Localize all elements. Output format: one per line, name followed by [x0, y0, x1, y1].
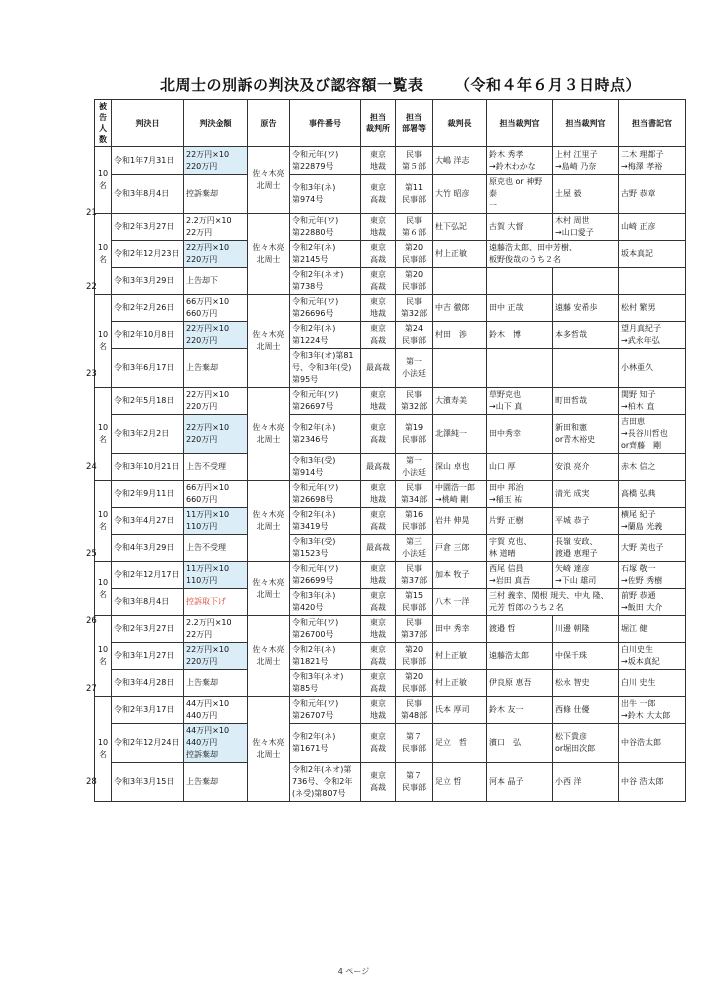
- case-number: 令和2年(ネオ)第 736号、令和2年 (ネ受)第807号: [290, 763, 361, 802]
- defendant-count: 10 名: [95, 616, 112, 697]
- case-number: 令和2年(ネ) 第1821号: [290, 643, 361, 670]
- department: 第７ 民事部: [396, 724, 433, 763]
- associate-judge-1: 河本 晶子: [487, 763, 553, 802]
- case-number: 令和3年(オ)第81 号、令和3年(受) 第95号: [290, 349, 361, 388]
- associate-judge-2: 長嶺 安政、 渡邉 恵理子: [553, 535, 619, 562]
- judgment-date: 令和2年12月24日: [112, 724, 184, 763]
- case-number: 令和元年(ワ) 第22880号: [290, 214, 361, 241]
- group-number: 27: [86, 683, 97, 694]
- header-dept: 担当 部署等: [396, 100, 433, 147]
- table-header-row: [95, 100, 686, 147]
- plaintiff: 佐々木亮 北周士: [248, 214, 290, 295]
- associate-judge-2: 松下貴彦 or堀田次郎: [553, 724, 619, 763]
- associate-judge-1: 遠藤浩太郎: [487, 643, 553, 670]
- department: 民事 第37部: [396, 616, 433, 643]
- court-clerk: [619, 268, 686, 295]
- associate-judge-2: 川邊 朝隆: [553, 616, 619, 643]
- court: 東京 地裁: [361, 562, 396, 589]
- case-number: 令和3年(ネ) 第974号: [290, 175, 361, 214]
- court-clerk: 中谷 浩太郎: [619, 763, 686, 802]
- associate-judge-1: 田中 邦治 →稲玉 祐: [487, 481, 553, 508]
- associate-judge-1: 田中秀幸: [487, 415, 553, 454]
- judgment-amount: 上告不受理: [184, 535, 248, 562]
- court: 最高裁: [361, 349, 396, 388]
- plaintiff: 佐々木亮 北周士: [248, 481, 290, 562]
- associate-judge-1: 片野 正樹: [487, 508, 553, 535]
- judgment-date: 令和2年5月18日: [112, 388, 184, 415]
- associate-judge-1: 原克也 or 神野 泰 一: [487, 175, 553, 214]
- case-number: 令和元年(ワ) 第26700号: [290, 616, 361, 643]
- department: 第20 民事部: [396, 643, 433, 670]
- judgment-date: 令和3年4月27日: [112, 508, 184, 535]
- court: 最高裁: [361, 454, 396, 481]
- page-footer: 4 ページ: [337, 967, 370, 976]
- case-number: 令和元年(ワ) 第26699号: [290, 562, 361, 589]
- court-clerk: 吉田恵 →長谷川哲也 or齊藤 剛: [619, 415, 686, 454]
- table-row: [95, 295, 686, 322]
- presiding-judge: 大竹 昭彦: [433, 175, 487, 214]
- associate-judge-2: 清光 成実: [553, 481, 619, 508]
- associate-judges: 遠藤浩太郎、田中芳樹、 板野俊哉のうち２名: [487, 241, 619, 268]
- judgment-amount: 22万円×10 220万円: [184, 241, 248, 268]
- court: 東京 高裁: [361, 724, 396, 763]
- associate-judge-1: 草野克也 →山下 真: [487, 388, 553, 415]
- department: 第19 民事部: [396, 415, 433, 454]
- court: 東京 高裁: [361, 268, 396, 295]
- plaintiff: 佐々木亮 北周士: [248, 697, 290, 802]
- table-row: [95, 147, 686, 175]
- header-judge-2: 担当裁判官: [553, 100, 619, 147]
- court-clerk: 白川 史生: [619, 670, 686, 697]
- department: 第20 民事部: [396, 268, 433, 295]
- judgment-date: 令和1年7月31日: [112, 147, 184, 175]
- table-row: [95, 763, 686, 802]
- associate-judge-1: 鈴木 博: [487, 322, 553, 349]
- presiding-judge: 村上正敏: [433, 670, 487, 697]
- judgment-amount: 上告却下: [184, 268, 248, 295]
- court-clerk: 堀江 健: [619, 616, 686, 643]
- department: 第20 民事部: [396, 670, 433, 697]
- court-clerk: 古野 恭章: [619, 175, 686, 214]
- court-clerk: 前野 恭通 →飯田 大介: [619, 589, 686, 616]
- associate-judge-2: 木村 周世 →山口愛子: [553, 214, 619, 241]
- associate-judge-2: 上村 江里子 →島崎 乃奈: [553, 147, 619, 175]
- presiding-judge: 杜下弘記: [433, 214, 487, 241]
- judgment-date: 令和3年6月17日: [112, 349, 184, 388]
- defendant-count: 10 名: [95, 214, 112, 295]
- department: 第15 民事部: [396, 589, 433, 616]
- judgment-amount: 上告棄却: [184, 763, 248, 802]
- judgment-amount: 66万円×10 660万円: [184, 481, 248, 508]
- header-amount: 判決金額: [184, 100, 248, 147]
- court: 東京 地裁: [361, 388, 396, 415]
- judgment-date: 令和2年12月17日: [112, 562, 184, 589]
- group-number: 26: [86, 616, 97, 626]
- judgment-amount: 控訴取下げ: [184, 589, 248, 616]
- presiding-judge: 八木 一洋: [433, 589, 487, 616]
- header-date: 判決日: [112, 100, 184, 147]
- table-row: [95, 322, 686, 349]
- judgment-amount: 2.2万円×10 22万円: [184, 616, 248, 643]
- court: 東京 地裁: [361, 214, 396, 241]
- judgment-amount: 22万円×10 220万円: [184, 147, 248, 175]
- presiding-judge: 北澤純一: [433, 415, 487, 454]
- header-judge-1: 担当裁判官: [487, 100, 553, 147]
- case-number: 令和3年(受) 第914号: [290, 454, 361, 481]
- as-of-date: （令和４年６月３日時点）: [455, 76, 642, 94]
- associate-judge-2: 安浪 亮介: [553, 454, 619, 481]
- presiding-judge: 大嶋 洋志: [433, 147, 487, 175]
- judgment-date: 令和2年3月17日: [112, 697, 184, 724]
- defendant-count: 10 名: [95, 481, 112, 562]
- associate-judge-1: 古賀 大督: [487, 214, 553, 241]
- case-number: 令和2年(ネ) 第1671号: [290, 724, 361, 763]
- department: 民事 第32部: [396, 295, 433, 322]
- table-row: [95, 175, 686, 214]
- judgment-table: [94, 99, 686, 802]
- presiding-judge: 中園浩一郎 →桃崎 剛: [433, 481, 487, 508]
- plaintiff: 佐々木亮 北周士: [248, 388, 290, 481]
- department: 第11 民事部: [396, 175, 433, 214]
- page-title: 北周士の別訴の判決及び認容額一覧表: [160, 76, 424, 94]
- judgment-amount: 上告不受理: [184, 454, 248, 481]
- court: 東京 地裁: [361, 295, 396, 322]
- court-clerk: 小林亜久: [619, 349, 686, 388]
- defendant-count: 10 名: [95, 697, 112, 802]
- court: 東京 高裁: [361, 175, 396, 214]
- judgment-date: 令和3年8月4日: [112, 175, 184, 214]
- associate-judge-2: 小西 洋: [553, 763, 619, 802]
- judgment-amount: 22万円×10 220万円: [184, 322, 248, 349]
- judgment-date: 令和3年1月27日: [112, 643, 184, 670]
- judgment-date: 令和2年3月27日: [112, 214, 184, 241]
- associate-judge-1: 西尾 信員 →岩田 真吾: [487, 562, 553, 589]
- associate-judge-1: 鈴木 秀孝 →鈴木わかな: [487, 147, 553, 175]
- presiding-judge: 氏本 厚司: [433, 697, 487, 724]
- case-number: 令和2年(ネ) 第3419号: [290, 508, 361, 535]
- plaintiff: 佐々木亮 北周士: [248, 616, 290, 697]
- plaintiff: 佐々木亮 北周士: [248, 295, 290, 388]
- case-number: 令和2年(ネ) 第1224号: [290, 322, 361, 349]
- court: 東京 高裁: [361, 241, 396, 268]
- associate-judge-2: [553, 349, 619, 388]
- table-row: [95, 643, 686, 670]
- group-number: 28: [86, 776, 97, 787]
- court-clerk: 中谷浩太郎: [619, 724, 686, 763]
- table-row: [95, 415, 686, 454]
- court: 東京 地裁: [361, 481, 396, 508]
- presiding-judge: 村上正敏: [433, 241, 487, 268]
- presiding-judge: 加本 牧子: [433, 562, 487, 589]
- court: 東京 高裁: [361, 589, 396, 616]
- court-clerk: 山崎 正彦: [619, 214, 686, 241]
- case-number: 令和3年(ネオ) 第85号: [290, 670, 361, 697]
- table-row: [95, 589, 686, 616]
- court-clerk: 坂本真記: [619, 241, 686, 268]
- court: 東京 高裁: [361, 322, 396, 349]
- group-number: 21: [86, 207, 97, 218]
- table-row: [95, 508, 686, 535]
- associate-judge-2: 本多哲哉: [553, 322, 619, 349]
- judgment-date: 令和3年10月21日: [112, 454, 184, 481]
- department: 民事 第34部: [396, 481, 433, 508]
- defendant-count: 10 名: [95, 147, 112, 214]
- header-clerk: 担当書記官: [619, 100, 686, 147]
- table-row: [95, 241, 686, 268]
- judgment-amount: 22万円×10 220万円: [184, 388, 248, 415]
- court-clerk: 二木 理都子 →梅澤 孝裕: [619, 147, 686, 175]
- court-clerk: 関野 知子 →柏木 直: [619, 388, 686, 415]
- presiding-judge: 足立 哲: [433, 724, 487, 763]
- judgment-amount: 22万円×10 220万円: [184, 643, 248, 670]
- plaintiff: 佐々木亮 北周士: [248, 562, 290, 616]
- group-number: 22: [86, 281, 97, 292]
- associate-judge-2: 町田哲哉: [553, 388, 619, 415]
- header-court: 担当 裁判所: [361, 100, 396, 147]
- table-row: [95, 724, 686, 763]
- department: 民事 第37部: [396, 562, 433, 589]
- court-clerk: 白川史生 →坂本真紀: [619, 643, 686, 670]
- court: 最高裁: [361, 535, 396, 562]
- title-row: [0, 74, 707, 96]
- associate-judge-2: 矢崎 達彦 →下山 雄司: [553, 562, 619, 589]
- case-number: 令和3年(ネ) 第420号: [290, 589, 361, 616]
- judgment-amount: 44万円×10 440万円 控訴棄却: [184, 724, 248, 763]
- associate-judge-1: [487, 349, 553, 388]
- judgment-date: 令和3年8月4日: [112, 589, 184, 616]
- judgment-amount: 44万円×10 440万円: [184, 697, 248, 724]
- judgment-date: 令和3年4月28日: [112, 670, 184, 697]
- court-clerk: 横尾 紀子 →蘭島 光義: [619, 508, 686, 535]
- table-row: [95, 535, 686, 562]
- group-number: 25: [86, 548, 97, 559]
- judgment-amount: 11万円×10 110万円: [184, 508, 248, 535]
- case-number: 令和元年(ワ) 第26696号: [290, 295, 361, 322]
- defendant-count: 10 名: [95, 388, 112, 481]
- department: 第一 小法廷: [396, 349, 433, 388]
- court-clerk: 大野 美也子: [619, 535, 686, 562]
- judgment-amount: 控訴棄却: [184, 175, 248, 214]
- court: 東京 高裁: [361, 508, 396, 535]
- department: 民事 第６部: [396, 214, 433, 241]
- department: 民事 第48部: [396, 697, 433, 724]
- associate-judge-2: 西條 仕優: [553, 697, 619, 724]
- case-number: 令和元年(ワ) 第26697号: [290, 388, 361, 415]
- table-row: [95, 670, 686, 697]
- judgment-date: 令和3年2月2日: [112, 415, 184, 454]
- associate-judges: 三村 義幸、関根 規夫、中丸 隆、 元芳 哲郎のうち２名: [487, 589, 619, 616]
- table-row: [95, 481, 686, 508]
- judgment-amount: 2.2万円×10 22万円: [184, 214, 248, 241]
- associate-judge-1: 渡邉 哲: [487, 616, 553, 643]
- presiding-judge: [433, 268, 487, 295]
- table-row: [95, 214, 686, 241]
- presiding-judge: 田中 秀幸: [433, 616, 487, 643]
- header-count: 被告 人数: [95, 100, 112, 147]
- associate-judge-2: [553, 268, 619, 295]
- table-row: [95, 349, 686, 388]
- table-row: [95, 562, 686, 589]
- department: 第16 民事部: [396, 508, 433, 535]
- group-number: 24: [86, 461, 97, 472]
- case-number: 令和元年(ワ) 第22879号: [290, 147, 361, 175]
- associate-judge-2: 松永 智史: [553, 670, 619, 697]
- presiding-judge: 戸倉 三郎: [433, 535, 487, 562]
- presiding-judge: 村上正敏: [433, 643, 487, 670]
- presiding-judge: 村田 渉: [433, 322, 487, 349]
- case-number: 令和2年(ネ) 第2346号: [290, 415, 361, 454]
- plaintiff: 佐々木亮 北周士: [248, 147, 290, 214]
- table-body: [95, 147, 686, 802]
- judgment-date: 令和2年3月27日: [112, 616, 184, 643]
- department: 第20 民事部: [396, 241, 433, 268]
- judgment-amount: 上告棄却: [184, 349, 248, 388]
- court-clerk: 望月真紀子 →武永年弘: [619, 322, 686, 349]
- judgment-date: 令和3年3月29日: [112, 268, 184, 295]
- judgment-date: 令和2年2月26日: [112, 295, 184, 322]
- court-clerk: 石塚 敬一 →佐野 秀樹: [619, 562, 686, 589]
- header-presiding: 裁判長: [433, 100, 487, 147]
- associate-judge-1: 山口 厚: [487, 454, 553, 481]
- table-row: [95, 616, 686, 643]
- case-number: 令和2年(ネ) 第2145号: [290, 241, 361, 268]
- defendant-count: 10 名: [95, 562, 112, 616]
- associate-judge-2: 平城 恭子: [553, 508, 619, 535]
- presiding-judge: 中吉 徹郎: [433, 295, 487, 322]
- defendant-count: 10 名: [95, 295, 112, 388]
- associate-judge-1: 伊良原 恵吾: [487, 670, 553, 697]
- department: 第一 小法廷: [396, 454, 433, 481]
- associate-judge-2: 土屋 毅: [553, 175, 619, 214]
- department: 第７ 民事部: [396, 763, 433, 802]
- case-number: 令和3年(受) 第1523号: [290, 535, 361, 562]
- associate-judge-1: 田中 正哉: [487, 295, 553, 322]
- judgment-amount: 22万円×10 220万円: [184, 415, 248, 454]
- case-number: 令和元年(ワ) 第26698号: [290, 481, 361, 508]
- presiding-judge: 深山 卓也: [433, 454, 487, 481]
- court: 東京 高裁: [361, 670, 396, 697]
- judgment-date: 令和2年9月11日: [112, 481, 184, 508]
- judgment-amount: 11万円×10 110万円: [184, 562, 248, 589]
- court: 東京 地裁: [361, 147, 396, 175]
- judgment-date: 令和4年3月29日: [112, 535, 184, 562]
- presiding-judge: 大濱寿美: [433, 388, 487, 415]
- table-row: [95, 697, 686, 724]
- court: 東京 地裁: [361, 697, 396, 724]
- judgment-date: 令和2年12月23日: [112, 241, 184, 268]
- court-clerk: 赤木 信之: [619, 454, 686, 481]
- header-plaintiff: 原告: [248, 100, 290, 147]
- associate-judge-1: 宇賀 克也、 林 道晴: [487, 535, 553, 562]
- presiding-judge: 足立 哲: [433, 763, 487, 802]
- judgment-date: 令和3年3月15日: [112, 763, 184, 802]
- department: 第24 民事部: [396, 322, 433, 349]
- department: 民事 第32部: [396, 388, 433, 415]
- court-clerk: 高橋 弘典: [619, 481, 686, 508]
- case-number: 令和元年(ワ) 第26707号: [290, 697, 361, 724]
- table-row: [95, 454, 686, 481]
- court-clerk: 松村 繁男: [619, 295, 686, 322]
- associate-judge-1: 鈴木 友一: [487, 697, 553, 724]
- court: 東京 高裁: [361, 763, 396, 802]
- court: 東京 高裁: [361, 643, 396, 670]
- court-clerk: 出牛 一郎 →鈴木 大太郎: [619, 697, 686, 724]
- table-row: [95, 268, 686, 295]
- court: 東京 地裁: [361, 616, 396, 643]
- header-case: 事件番号: [290, 100, 361, 147]
- associate-judge-1: 濱口 弘: [487, 724, 553, 763]
- court: 東京 高裁: [361, 415, 396, 454]
- associate-judge-1: [487, 268, 553, 295]
- judgment-amount: 66万円×10 660万円: [184, 295, 248, 322]
- case-number: 令和2年(ネオ) 第738号: [290, 268, 361, 295]
- table-row: [95, 388, 686, 415]
- judgment-date: 令和2年10月8日: [112, 322, 184, 349]
- presiding-judge: 岩井 伸晃: [433, 508, 487, 535]
- associate-judge-2: 遠藤 安希歩: [553, 295, 619, 322]
- presiding-judge: [433, 349, 487, 388]
- associate-judge-2: 中保千珠: [553, 643, 619, 670]
- department: 民事 第５部: [396, 147, 433, 175]
- group-number: 23: [86, 368, 97, 379]
- judgment-amount: 上告棄却: [184, 670, 248, 697]
- department: 第三 小法廷: [396, 535, 433, 562]
- associate-judge-2: 新田和憲 or青木裕史: [553, 415, 619, 454]
